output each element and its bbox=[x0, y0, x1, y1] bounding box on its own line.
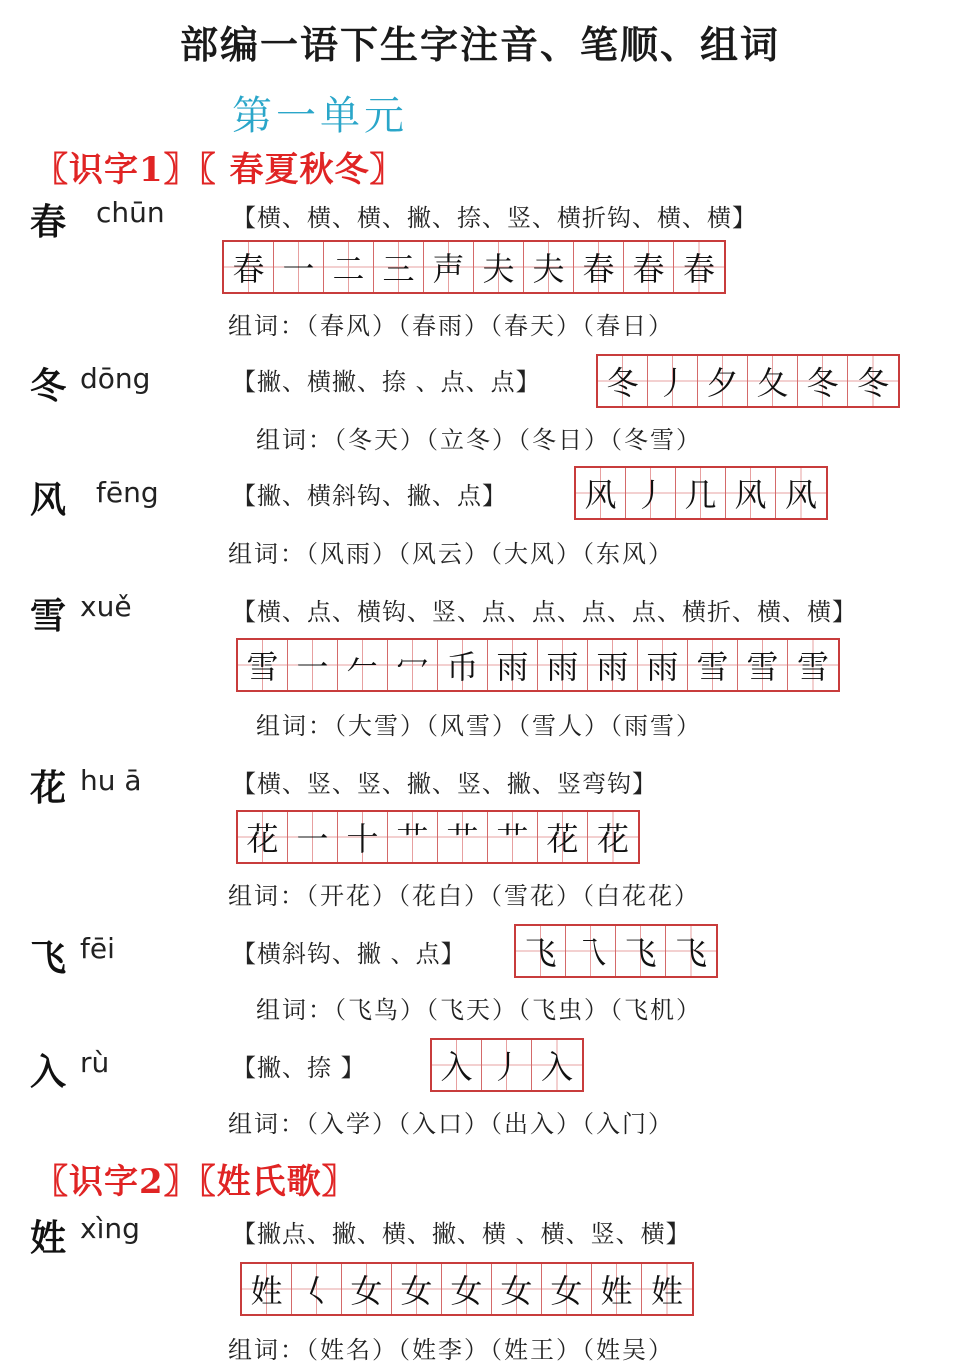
entry-strokes: 【横斜钩、撇 、点】 bbox=[232, 940, 466, 968]
stroke-cell: 雨 bbox=[638, 640, 688, 690]
stroke-cell: 丿 bbox=[648, 356, 698, 406]
entry-strokes: 【横、竖、竖、撇、竖、撇、竖弯钩】 bbox=[232, 770, 657, 798]
entry-words: 组词：（入学）（入口）（出入）（入门） bbox=[228, 1110, 674, 1138]
entry-char: 入 bbox=[30, 1051, 67, 1093]
entry-char: 花 bbox=[30, 767, 67, 809]
entry-words: 组词：（姓名）（姓李）（姓王）（姓吴） bbox=[228, 1336, 674, 1364]
entry-strokes: 【撇、横撇、捺 、点、点】 bbox=[232, 368, 541, 396]
stroke-cell: 飞 bbox=[516, 926, 566, 976]
stroke-cell: 入 bbox=[432, 1040, 482, 1090]
stroke-cell: 春 bbox=[574, 242, 624, 292]
entry-char: 风 bbox=[30, 479, 67, 521]
stroke-cell: 风 bbox=[576, 468, 626, 518]
entry-pinyin: dōng bbox=[80, 362, 151, 395]
stroke-cell: 花 bbox=[588, 812, 638, 862]
entry-pinyin: fēng bbox=[96, 476, 159, 509]
stroke-cell: 雪 bbox=[788, 640, 838, 690]
stroke-grid bbox=[574, 466, 828, 520]
entry-strokes: 【撇、捺 】 bbox=[232, 1054, 366, 1082]
entry-words: 组词：（大雪）（风雪）（雪人）（雨雪） bbox=[256, 712, 702, 740]
stroke-cell: 风 bbox=[726, 468, 776, 518]
stroke-cell: 女 bbox=[542, 1264, 592, 1314]
stroke-cell: 一 bbox=[288, 812, 338, 862]
stroke-cell: 夫 bbox=[524, 242, 574, 292]
stroke-cell: 雪 bbox=[238, 640, 288, 690]
stroke-grid bbox=[240, 1262, 694, 1316]
stroke-cell: 花 bbox=[538, 812, 588, 862]
stroke-cell: 雨 bbox=[588, 640, 638, 690]
stroke-grid bbox=[236, 810, 640, 864]
stroke-grid bbox=[514, 924, 718, 978]
stroke-cell: 花 bbox=[238, 812, 288, 862]
stroke-cell: 丿 bbox=[626, 468, 676, 518]
entry-words: 组词：（风雨）（风云）（大风）（东风） bbox=[228, 540, 674, 568]
stroke-cell: 冖 bbox=[388, 640, 438, 690]
stroke-cell: 声 bbox=[424, 242, 474, 292]
stroke-cell: 𠂉 bbox=[338, 640, 388, 690]
stroke-cell: 飞 bbox=[616, 926, 666, 976]
stroke-cell: 春 bbox=[624, 242, 674, 292]
stroke-cell: 风 bbox=[776, 468, 826, 518]
entry-strokes: 【横、横、横、撇、捺、竖、横折钩、横、横】 bbox=[232, 204, 757, 232]
entry-words: 组词：（飞鸟）（飞天）（飞虫）（飞机） bbox=[256, 996, 702, 1024]
entry-pinyin: rù bbox=[80, 1046, 110, 1079]
stroke-cell: 冬 bbox=[798, 356, 848, 406]
stroke-grid bbox=[236, 638, 840, 692]
stroke-cell: 姓 bbox=[642, 1264, 692, 1314]
stroke-cell: 春 bbox=[674, 242, 724, 292]
stroke-cell: 一 bbox=[288, 640, 338, 690]
stroke-cell: 女 bbox=[342, 1264, 392, 1314]
entry-words: 组词：（开花）（花白）（雪花）（白花花） bbox=[228, 882, 700, 910]
stroke-cell: 飞 bbox=[666, 926, 716, 976]
entry-words: 组词：（冬天）（立冬）（冬日）（冬雪） bbox=[256, 426, 702, 454]
stroke-cell: 一 bbox=[274, 242, 324, 292]
lesson-heading-1: 〖识字1〗〖 春夏秋冬〗 bbox=[34, 150, 405, 190]
entry-pinyin: xìng bbox=[80, 1212, 140, 1245]
stroke-cell: 女 bbox=[392, 1264, 442, 1314]
entry-pinyin: xuě bbox=[80, 590, 132, 623]
stroke-cell: 几 bbox=[676, 468, 726, 518]
stroke-cell: 艹 bbox=[388, 812, 438, 862]
lesson-heading-2: 〖识字2〗〖姓氏歌〗 bbox=[34, 1162, 357, 1202]
entry-char: 飞 bbox=[30, 937, 67, 979]
stroke-cell: 币 bbox=[438, 640, 488, 690]
stroke-cell: 春 bbox=[224, 242, 274, 292]
stroke-cell: 雨 bbox=[488, 640, 538, 690]
page-title: 部编一语下生字注音、笔顺、组词 bbox=[179, 22, 780, 67]
entry-strokes: 【撇、横斜钩、撇、点】 bbox=[232, 482, 507, 510]
entry-strokes: 【撇点、撇、横、撇、横 、横、竖、横】 bbox=[232, 1220, 691, 1248]
stroke-grid bbox=[222, 240, 726, 294]
stroke-cell: 夫 bbox=[474, 242, 524, 292]
stroke-grid bbox=[430, 1038, 584, 1092]
entry-char: 姓 bbox=[30, 1217, 67, 1259]
entry-char: 冬 bbox=[30, 365, 67, 407]
stroke-cell: 艹 bbox=[488, 812, 538, 862]
entry-words: 组词：（春风）（春雨）（春天）（春日） bbox=[228, 312, 674, 340]
stroke-cell: 雪 bbox=[738, 640, 788, 690]
entry-pinyin: hu ā bbox=[80, 764, 142, 797]
stroke-cell: 夂 bbox=[748, 356, 798, 406]
stroke-cell: 三 bbox=[374, 242, 424, 292]
stroke-cell: 冬 bbox=[598, 356, 648, 406]
unit-heading: 第一单元 bbox=[232, 93, 408, 139]
stroke-cell: 十 bbox=[338, 812, 388, 862]
stroke-cell: 乁 bbox=[566, 926, 616, 976]
stroke-cell: 雪 bbox=[688, 640, 738, 690]
stroke-cell: 冬 bbox=[848, 356, 898, 406]
entry-char: 雪 bbox=[30, 595, 67, 637]
stroke-cell: 女 bbox=[442, 1264, 492, 1314]
entry-char: 春 bbox=[30, 201, 67, 243]
stroke-cell: 姓 bbox=[242, 1264, 292, 1314]
stroke-cell: 雨 bbox=[538, 640, 588, 690]
stroke-cell: 夕 bbox=[698, 356, 748, 406]
stroke-cell: 𡿨 bbox=[292, 1264, 342, 1314]
stroke-cell: 姓 bbox=[592, 1264, 642, 1314]
entry-pinyin: chūn bbox=[96, 196, 165, 229]
entry-pinyin: fēi bbox=[80, 932, 115, 965]
stroke-cell: 女 bbox=[492, 1264, 542, 1314]
stroke-cell: 二 bbox=[324, 242, 374, 292]
stroke-cell: 艹 bbox=[438, 812, 488, 862]
stroke-cell: 入 bbox=[532, 1040, 582, 1090]
stroke-cell: 丿 bbox=[482, 1040, 532, 1090]
stroke-grid bbox=[596, 354, 900, 408]
entry-strokes: 【横、点、横钩、竖、点、点、点、点、横折、横、横】 bbox=[232, 598, 857, 626]
